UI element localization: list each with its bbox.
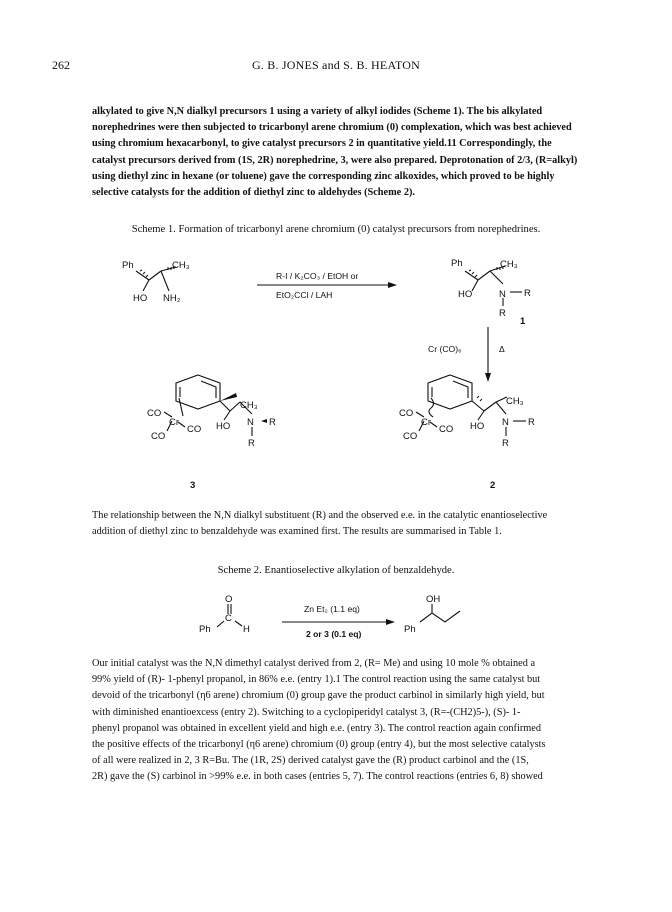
compound-label-2: 2 [490,480,496,491]
atom-label: Ph [199,624,211,635]
atom-label: CO [151,431,166,442]
paragraph-discussion [92,656,612,786]
atom-label: R [248,438,255,449]
atom-label: R [502,438,509,449]
reagent-heat: Δ [499,344,505,354]
atom-label: HO [470,421,485,432]
scheme1-caption: Scheme 1. Formation of tricarbonyl arene chromium (0) catalyst precursors from norephedrines. [131,224,541,235]
atom-label: Ph [404,624,416,635]
text-line: norephedrines were then subjected to tricarbonyl arene chromium (0) complexation, which was best achieved [92,122,572,134]
reagent-catalyst: 2 or 3 (0.1 eq) [306,629,362,639]
running-header-authors: G. B. JONES and S. B. HEATON [251,58,421,72]
atom-label: Cr [421,417,432,428]
atom-label: CH₃ [240,400,258,411]
text-line: selective catalysts for the addition of diethyl zinc to aldehydes (Scheme 2). [92,187,415,199]
text-line: the positive effects of the tricarbonyl (η6 arene) chromium (0) group (entry 4), but the most selective catalysts [92,739,546,751]
scheme2-diagram [0,585,672,643]
atom-label: CO [187,424,202,435]
atom-label: CH₃ [500,259,518,270]
atom-label: CO [439,424,454,435]
paragraph-intro [92,104,612,201]
reagent-conditions-bottom: EtO₂CCl / LAH [276,290,333,300]
atom-label: CO [399,408,414,419]
atom-label: CO [403,431,418,442]
atom-label: CO [147,408,162,419]
atom-label: Ph [451,258,463,269]
atom-label: O [225,594,233,605]
text-line: with diminished enantioexcess (entry 2). Switching to a cyclopiperidyl catalyst 3, (R=-(CH2)5-), (S)- 1- [92,706,521,718]
text-line: The relationship between the N,N dialkyl substituent (R) and the observed e.e. in the catalytic enantioselective [92,510,548,521]
atom-label: Cr [169,417,180,428]
paragraph-results-intro [92,508,612,540]
compound-label-3: 3 [190,480,196,491]
text-line: addition of diethyl zinc to benzaldehyde was examined first. The results are summarised in Table 1. [92,526,502,538]
atom-label: C [225,613,232,624]
scheme2-caption: Scheme 2. Enantioselective alkylation of benzaldehyde. [217,565,455,576]
atom-label: HO [133,293,148,304]
atom-label: R [499,308,506,319]
text-line: 2R) gave the (S) carbinol in >99% e.e. in both cases (entries 5, 7). The control reactions (entries 6, 8) showed [92,771,543,783]
text-line: devoid of the tricarbonyl (η6 arene) chromium (0) group gave the product carbinol in similarly high yield, but [92,690,545,702]
atom-label: NH₂ [163,293,181,304]
atom-label: R [269,417,276,428]
text-line: phenyl propanol was obtained in excellent yield and high e.e. (entry 3). The control reaction again confirmed [92,722,542,734]
reagent-cr-co6: Cr (CO)₆ [428,344,462,354]
text-line: alkylated to give N,N dialkyl precursors 1 using a variety of alkyl iodides (Scheme 1). The bis alkylated [92,106,543,117]
atom-label: H [243,624,250,635]
atom-label: R [524,288,531,299]
atom-label: N [499,289,506,300]
reagent-diethylzinc: Zn Et₂ (1.1 eq) [304,604,360,614]
text-line: 99% yield of (R)- 1-phenyl propanol, in 86% e.e. (entry 1).1 The control reaction using the same catalyst but [92,674,541,686]
atom-label: OH [426,594,441,605]
reagent-conditions-top: R-I / K₂CO₃ / EtOH or [276,271,359,281]
text-line: using chromium hexacarbonyl, to give catalyst precursors 2 in quantitative yield.11 Correspondingly, the [92,138,552,150]
text-line: of all were realized in 2, 3 R=Bu. The (1R, 2S) derived catalyst gave the (R) product carbinol and the (1S, [92,755,529,767]
atom-label: HO [216,421,231,432]
atom-label: CH₃ [172,260,190,271]
text-line: Our initial catalyst was the N,N dimethyl catalyst derived from 2, (R= Me) and using 10 mole % obtained a [92,658,536,669]
atom-label: CH₃ [506,396,524,407]
atom-label: Ph [122,260,134,271]
page-number: 262 [52,58,70,72]
atom-label: N [247,417,254,428]
compound-label-1: 1 [520,316,526,327]
text-line: using diethyl zinc in hexane (or toluene) gave the corresponding zinc alkoxides, which proved to be highly [92,170,555,182]
atom-label: HO [458,289,473,300]
scheme1-diagram [0,238,672,500]
atom-label: R [528,417,535,428]
text-line: catalyst precursors derived from (1S, 2R) norephedrine, 3, were also prepared. Deprotonation of 2/3, (R=alkyl) [92,154,578,166]
atom-label: N [502,417,509,428]
